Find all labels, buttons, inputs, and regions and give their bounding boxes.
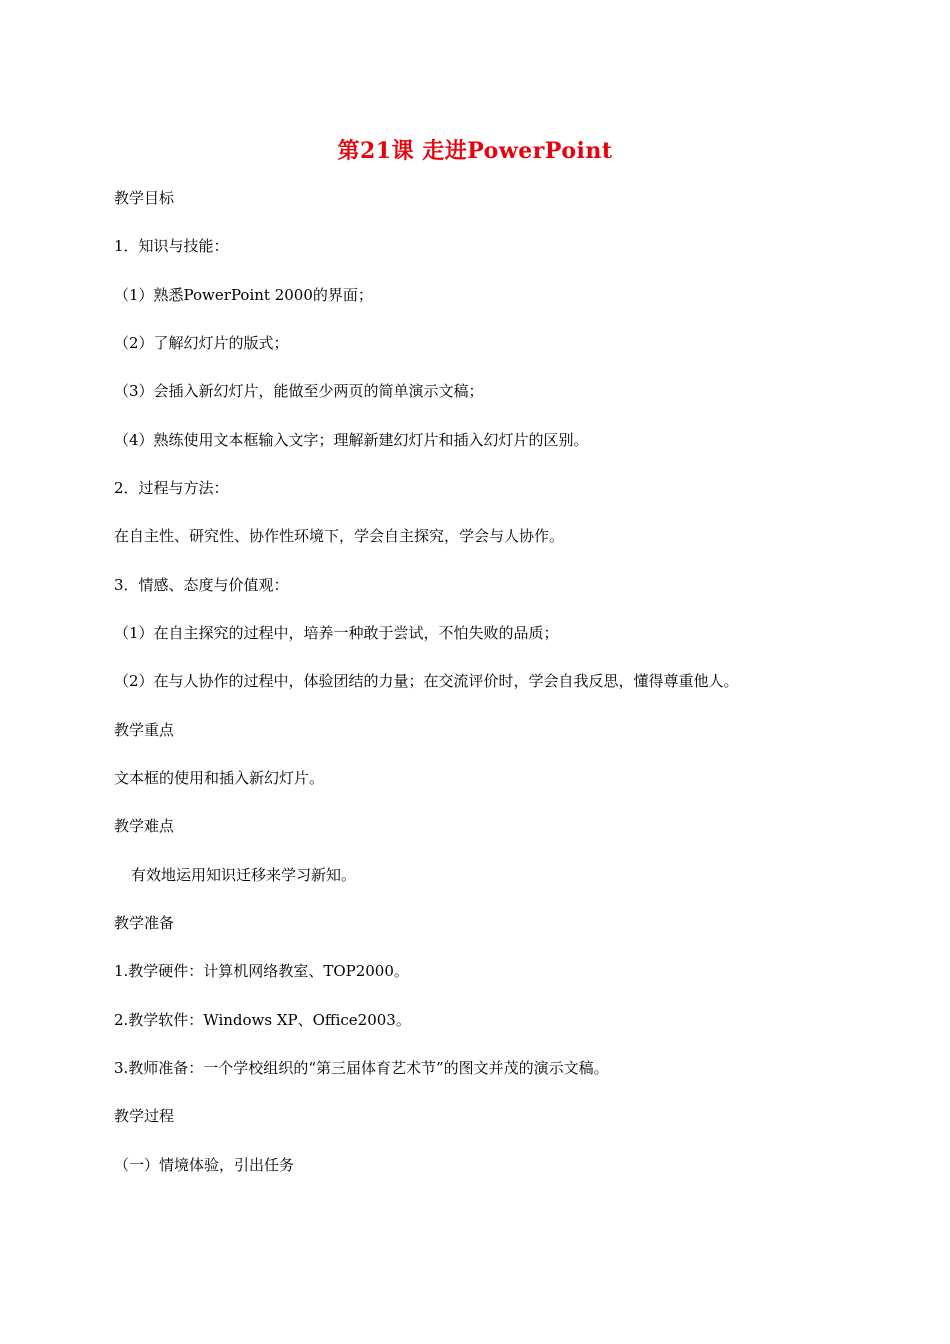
heading-difficulties: 教学难点	[114, 817, 175, 835]
goal-3-item-2: （2）在与人协作的过程中，体验团结的力量；在交流评价时，学会自我反思，懂得尊重他人。	[114, 672, 739, 690]
heading-key-points: 教学重点	[114, 721, 175, 739]
preparation-software: 2.教学软件：Windows XP、Office2003。	[114, 1011, 411, 1029]
preparation-hardware: 1.教学硬件：计算机网络教室、TOP2000。	[114, 962, 409, 980]
heading-teaching-goals: 教学目标	[114, 189, 175, 207]
heading-preparation: 教学准备	[114, 914, 175, 932]
document-title: 第21课 走进PowerPoint	[337, 138, 613, 164]
goal-1-item-1: （1）熟悉PowerPoint 2000的界面；	[114, 286, 373, 304]
goal-2-heading: 2．过程与方法：	[114, 479, 229, 497]
goal-1-heading: 1．知识与技能：	[114, 237, 229, 255]
goal-2-text: 在自主性、研究性、协作性环境下，学会自主探究，学会与人协作。	[114, 527, 565, 545]
process-step-1: （一）情境体验，引出任务	[114, 1156, 295, 1174]
key-points-text: 文本框的使用和插入新幻灯片。	[114, 769, 325, 787]
goal-3-heading: 3．情感、态度与价值观：	[114, 576, 289, 594]
difficulties-text: 有效地运用知识迁移来学习新知。	[131, 866, 357, 884]
goal-1-item-3: （3）会插入新幻灯片，能做至少两页的简单演示文稿；	[114, 382, 484, 400]
goal-3-item-1: （1）在自主探究的过程中，培养一种敢于尝试，不怕失败的品质；	[114, 624, 559, 642]
preparation-teacher: 3.教师准备：一个学校组织的“第三届体育艺术节”的图文并茂的演示文稿。	[114, 1059, 609, 1077]
heading-process: 教学过程	[114, 1107, 175, 1125]
goal-1-item-4: （4）熟练使用文本框输入文字；理解新建幻灯片和插入幻灯片的区别。	[114, 431, 589, 449]
goal-1-item-2: （2）了解幻灯片的版式；	[114, 334, 289, 352]
